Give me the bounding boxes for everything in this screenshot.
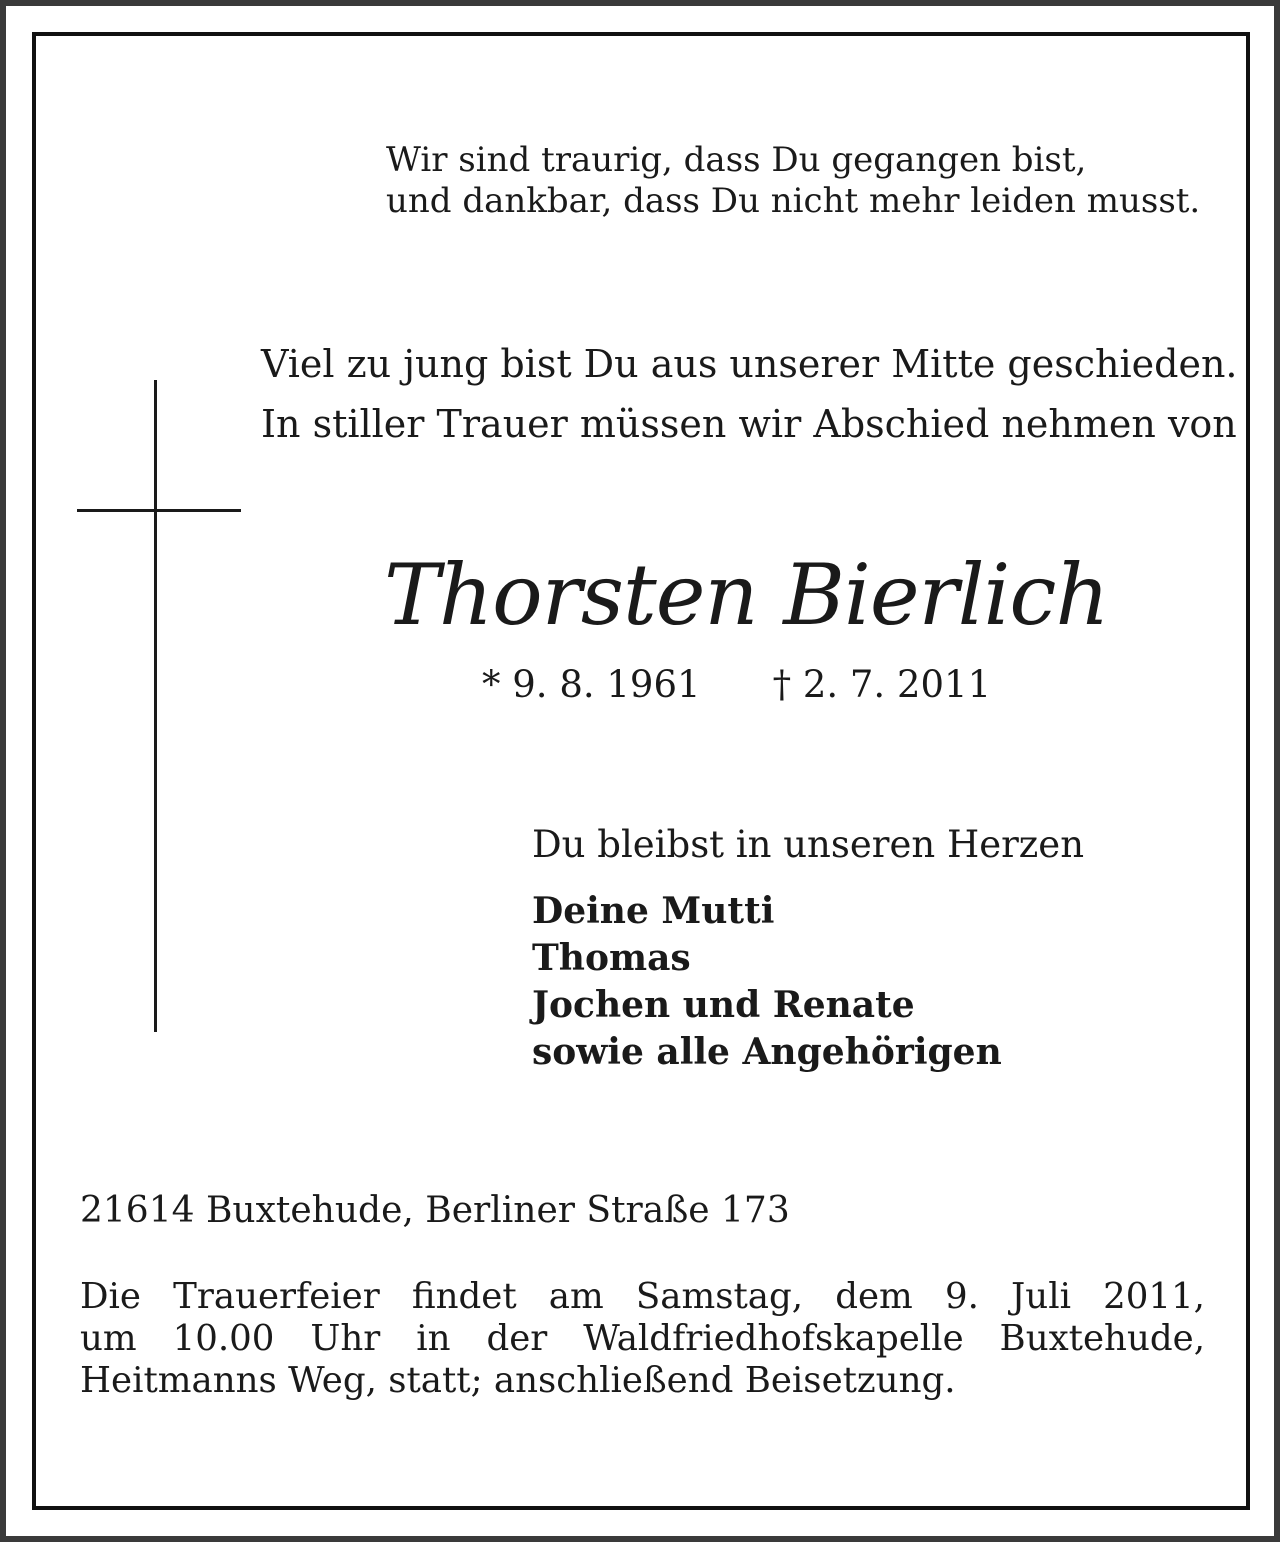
service-line-1: Die Trauerfeier findet am Samstag, dem 9. Juli 2011,: [80, 1276, 1205, 1317]
death-date: † 2. 7. 2011: [772, 663, 992, 706]
cross-vertical-bar: [154, 380, 157, 1032]
cross-horizontal-bar: [77, 509, 241, 512]
service-line-3: Heitmanns Weg, statt; anschließend Beisetzung.: [80, 1360, 956, 1401]
life-dates: [482, 660, 991, 710]
funeral-service-info: [80, 1276, 1205, 1402]
signers-list: [532, 888, 1002, 1076]
intro-line-2: In stiller Trauer müssen wir Abschied nehmen von: [261, 402, 1237, 446]
latin-cross-icon: [76, 380, 246, 1036]
signer-name: Jochen und Renate: [532, 984, 915, 1026]
deceased-name: Thorsten Bierlich: [384, 546, 1109, 644]
intro-line-1: Viel zu jung bist Du aus unserer Mitte geschieden.: [261, 342, 1238, 386]
family-address: 21614 Buxtehude, Berliner Straße 173: [80, 1190, 790, 1231]
service-line-2: um 10.00 Uhr in der Waldfriedhofskapelle Buxtehude,: [80, 1318, 1205, 1359]
signer-name: sowie alle Angehörigen: [532, 1031, 1002, 1073]
closing-line: Du bleibst in unseren Herzen: [532, 823, 1085, 866]
signer-name: Deine Mutti: [532, 890, 775, 932]
motto-line-1: Wir sind traurig, dass Du gegangen bist,: [386, 140, 1087, 180]
signer-name: Thomas: [532, 937, 691, 979]
intro-text: [261, 334, 1238, 454]
motto-verse: [386, 140, 1200, 222]
motto-line-2: und dankbar, dass Du nicht mehr leiden musst.: [386, 181, 1201, 221]
birth-date: * 9. 8. 1961: [482, 663, 701, 706]
